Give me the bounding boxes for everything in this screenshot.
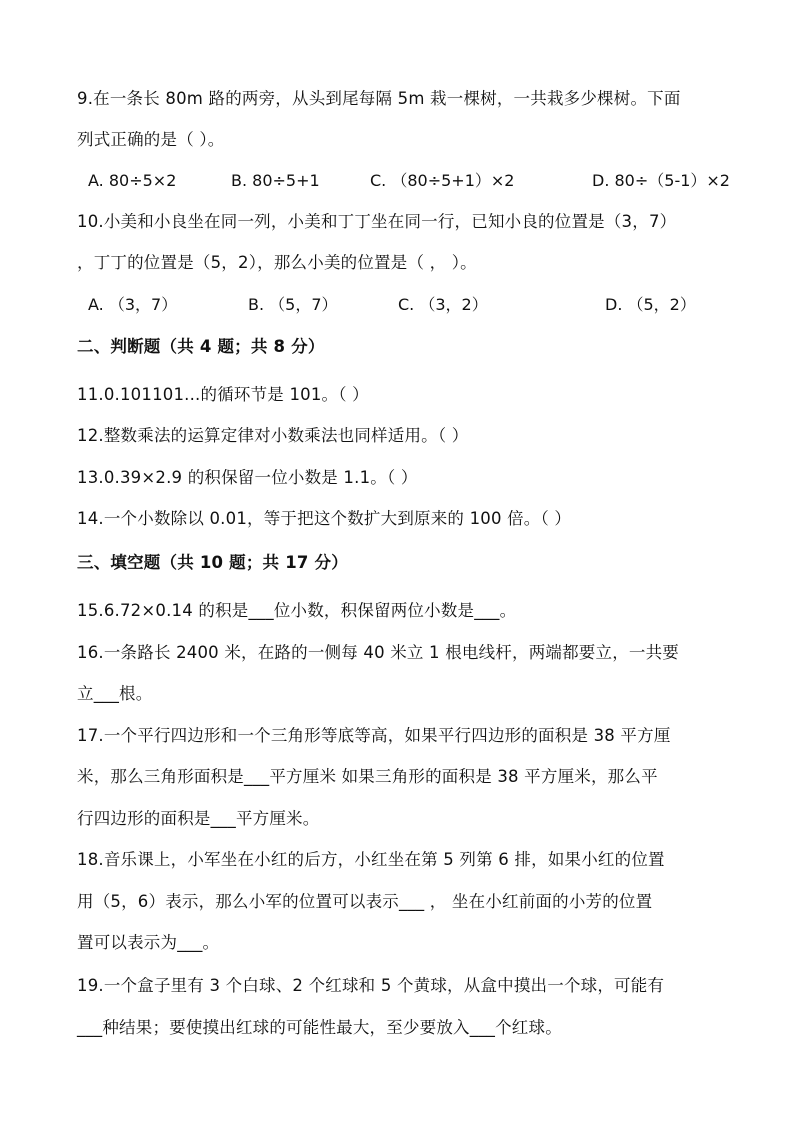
- question-13: 13.0.39×2.9 的积保留一位小数是 1.1。（ ）: [77, 468, 418, 487]
- question-10-line-2: ，丁丁的位置是（5，2），那么小美的位置是（ ， ）。: [77, 253, 477, 272]
- question-14: 14.一个小数除以 0.01，等于把这个数扩大到原来的 100 倍。（ ）: [77, 509, 572, 528]
- question-18-line-1: 18.音乐课上，小军坐在小红的后方，小红坐在第 5 列第 6 排，如果小红的位置: [77, 850, 665, 869]
- question-15: 15.6.72×0.14 的积是___位小数，积保留两位小数是___。: [77, 601, 517, 620]
- question-19-line-1: 19.一个盒子里有 3 个白球、2 个红球和 5 个黄球，从盒中摸出一个球，可能有: [77, 976, 665, 995]
- question-16-line-1: 16.一条路长 2400 米，在路的一侧每 40 米立 1 根电线杆，两端都要立，一共要: [77, 643, 679, 662]
- question-10-option-d: D. （5，2）: [605, 295, 696, 314]
- question-10-option-c: C. （3，2）: [398, 295, 488, 314]
- question-11: 11.0.101101...的循环节是 101。（ ）: [77, 385, 369, 404]
- question-18-line-2: 用（5，6）表示，那么小军的位置可以表示___ ， 坐在小红前面的小芳的位置: [77, 892, 653, 911]
- question-17-line-1: 17.一个平行四边形和一个三角形等底等高，如果平行四边形的面积是 38 平方厘: [77, 726, 671, 745]
- question-9-line-1: 9.在一条长 80m 路的两旁，从头到尾每隔 5m 栽一棵树，一共栽多少棵树。下面: [77, 89, 681, 108]
- question-9-option-c: C. （80÷5+1）×2: [370, 171, 515, 190]
- question-17-line-3: 行四边形的面积是___平方厘米。: [77, 809, 320, 828]
- question-17-line-2: 米，那么三角形面积是___平方厘米 如果三角形的面积是 38 平方厘米，那么平: [77, 767, 658, 786]
- question-19-line-2: ___种结果；要使摸出红球的可能性最大，至少要放入___个红球。: [77, 1018, 562, 1037]
- question-9-option-b: B. 80÷5+1: [231, 171, 320, 190]
- question-9-option-d: D. 80÷（5-1）×2: [592, 171, 730, 190]
- question-18-line-3: 置可以表示为___。: [77, 933, 220, 952]
- question-12: 12.整数乘法的运算定律对小数乘法也同样适用。（ ）: [77, 426, 469, 445]
- section-3-heading: 三、填空题（共 10 题；共 17 分）: [77, 553, 348, 572]
- question-9-line-2: 列式正确的是（ ）。: [77, 130, 225, 149]
- question-9-option-a: A. 80÷5×2: [88, 171, 177, 190]
- section-2-heading: 二、判断题（共 4 题；共 8 分）: [77, 337, 325, 356]
- question-10-option-a: A. （3，7）: [88, 295, 178, 314]
- question-10-line-1: 10.小美和小良坐在同一列，小美和丁丁坐在同一行，已知小良的位置是（3，7）: [77, 212, 677, 231]
- question-16-line-2: 立___根。: [77, 684, 153, 703]
- question-10-option-b: B. （5，7）: [248, 295, 338, 314]
